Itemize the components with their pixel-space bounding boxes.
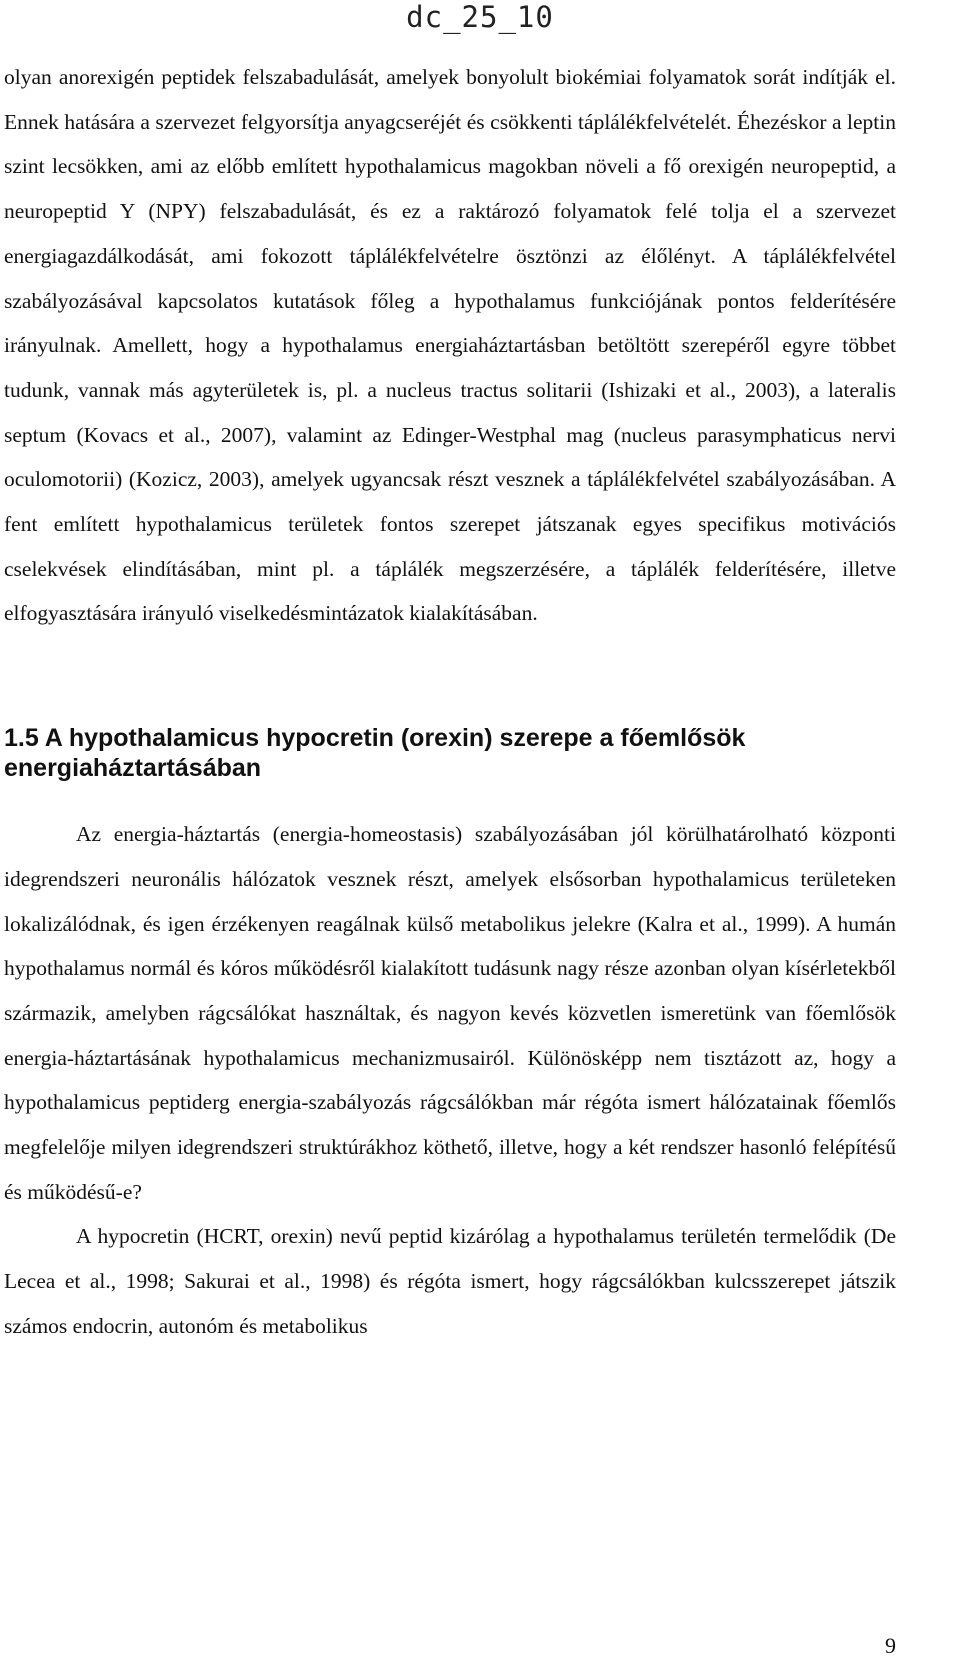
page-body	[4, 55, 896, 1349]
page-number: 9	[885, 1633, 896, 1658]
section-heading: 1.5 A hypothalamicus hypocretin (orexin) szerepe a főemlősök energiaháztartásában	[4, 724, 746, 783]
body-paragraph-hypocretin: A hypocretin (HCRT, orexin) nevű peptid kizárólag a hypothalamus területén termelődik (De Lecea et al., 1998; Sakurai et al., 1998) és régóta ismert, hogy rágcsálókban kulcsszerepet játszik számos endocrin, autonóm és metabolikus	[4, 1224, 896, 1338]
body-paragraph-energy-homeostasis: Az energia-háztartás (energia-homeostasis) szabályozásában jól körülhatárolható központi idegrendszeri neuronális hálózatok vesznek részt, amelyek elsősorban hypothalamicus területeken lokalizálódnak, és igen érzékenyen reagálnak külső metabolikus jelekre (Kalra et al., 1999). A humán hypothalamus normál és kóros működésről kialakított tudásunk nagy része azonban olyan kísérletekből származik, amelyben rágcsálókat használtak, és nagyon kevés közvetlen ismeretünk van főemlősök energia-háztartásának hypothalamicus mechanizmusairól. Különösképp nem tisztázott az, hogy a hypothalamicus peptiderg energia-szabályozás rágcsálókban már régóta ismert hálózatainak főemlős megfelelője milyen idegrendszeri struktúrákhoz köthető, illetve, hogy a két rendszer hasonló felépítésű és működésű-e?	[4, 822, 896, 1204]
body-paragraph-continuation: olyan anorexigén peptidek felszabadulását, amelyek bonyolult biokémiai folyamatok sorát indítják el. Ennek hatására a szervezet felgyorsítja anyagcseréjét és csökkenti táplálékfelvételét. Éhezéskor a leptin szint lecsökken, ami az előbb említett hypothalamicus magokban növeli a fő orexigén neuropeptid, a neuropeptid Y (NPY) felszabadulását, és ez a raktározó folyamatok felé tolja el a szervezet energiagazdálkodását, ami fokozott táplálékfelvételre ösztönzi az élőlényt. A táplálékfelvétel szabályozásával kapcsolatos kutatások főleg a hypothalamus funkciójának pontos felderítésére irányulnak. Amellett, hogy a hypothalamus energiaháztartásban betöltött szerepéről egyre többet tudunk, vannak más agyterületek is, pl. a nucleus tractus solitarii (Ishizaki et al., 2003), a lateralis septum (Kovacs et al., 2007), valamint az Edinger-Westphal mag (nucleus parasymphaticus nervi oculomotorii) (Kozicz, 2003), amelyek ugyancsak részt vesznek a táplálékfelvétel szabályozásában. A fent említett hypothalamicus területek fontos szerepet játszanak egyes specifikus motivációs cselekvések elindításában, mint pl. a táplálék megszerzésére, a táplálék felderítésére, illetve elfogyasztására irányuló viselkedésmintázatok kialakításában.	[4, 65, 896, 626]
document-id-header: dc_25_10	[406, 0, 554, 34]
